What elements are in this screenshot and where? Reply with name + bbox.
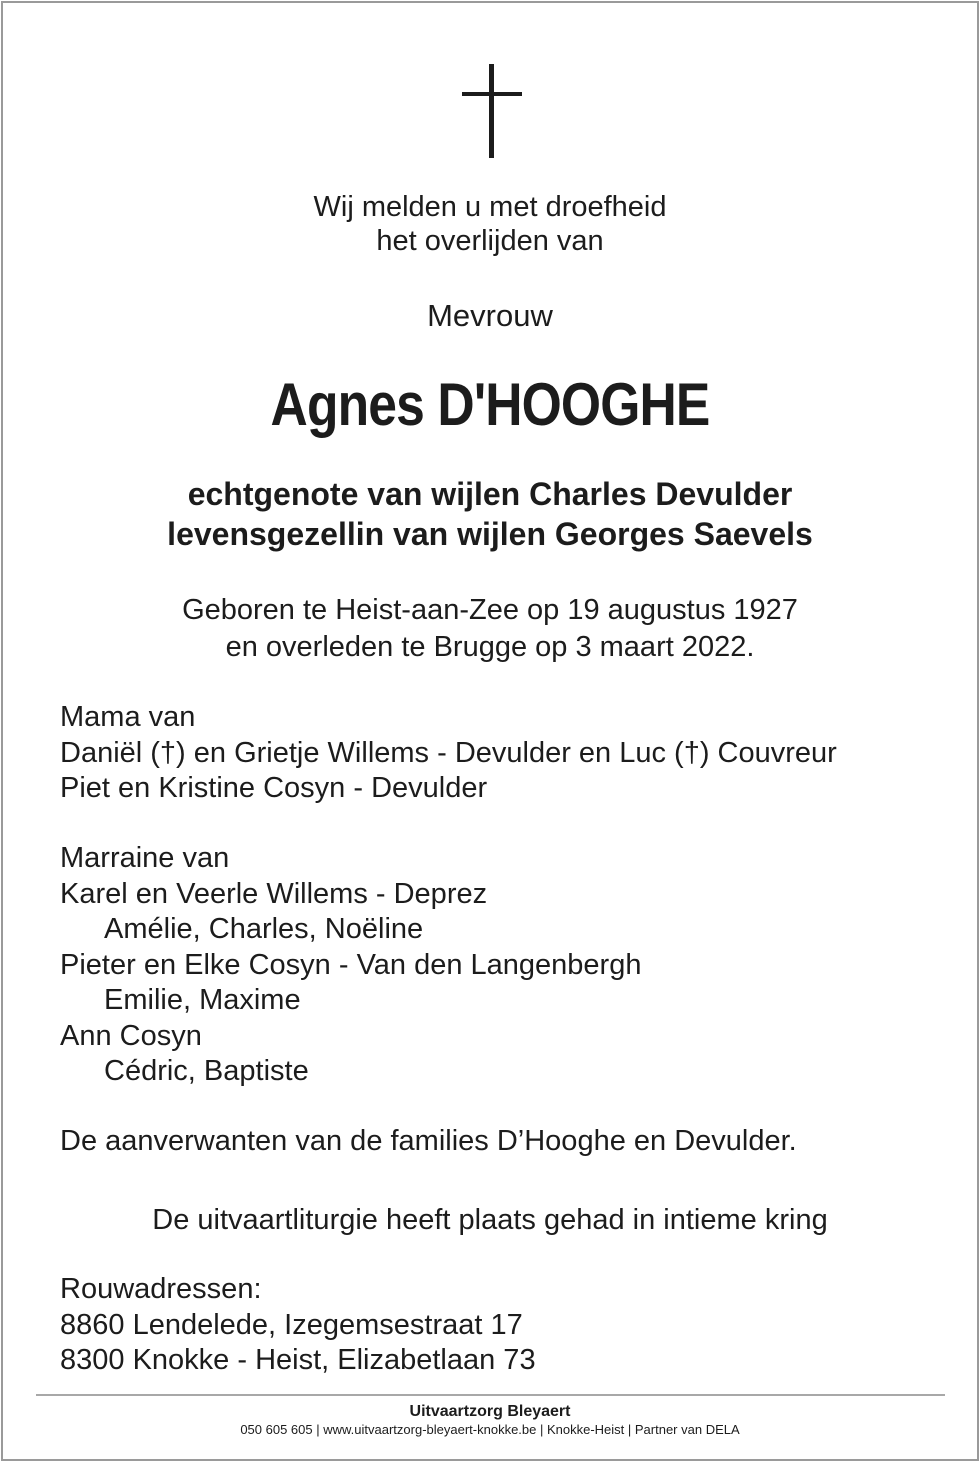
children-line: Daniël (†) en Grietje Willems - Devulder en Luc (†) Couvreur — [60, 736, 837, 769]
godchildren-section — [60, 841, 641, 1090]
birth-death-dates — [0, 592, 980, 666]
funeral-home-contact: 050 605 605 | www.uitvaartzorg-bleyaert-knokke.be | Knokke-Heist | Partner van DELA — [240, 1422, 740, 1437]
intro-line: Wij melden u met droefheid — [313, 191, 667, 223]
addresses-heading: Rouwadressen: — [60, 1273, 262, 1305]
grandchild-line: Amélie, Charles, Noëline — [104, 913, 424, 945]
address-line: 8860 Lendelede, Izegemsestraat 17 — [60, 1308, 523, 1341]
spouse-line: echtgenote van wijlen Charles Devulder — [187, 476, 793, 512]
grandchild-line: Cédric, Baptiste — [104, 1055, 309, 1087]
children-section — [60, 700, 837, 807]
footer-divider — [36, 1394, 945, 1396]
intro-line: het overlijden van — [376, 225, 604, 257]
grandchild-line: Emilie, Maxime — [104, 984, 301, 1016]
death-line: en overleden te Brugge op 3 maart 2022. — [225, 631, 755, 663]
godchild-line: Ann Cosyn — [60, 1019, 202, 1052]
intro-text — [0, 190, 980, 258]
godchild-line: Pieter en Elke Cosyn - Van den Langenbergh — [60, 948, 642, 981]
funeral-home-name: Uitvaartzorg Bleyaert — [409, 1403, 571, 1420]
ceremony-line: De uitvaartliturgie heeft plaats gehad in intieme kring — [152, 1204, 828, 1236]
children-line: Piet en Kristine Cosyn - Devulder — [60, 772, 488, 804]
cross-icon — [462, 64, 522, 158]
addresses-section — [60, 1272, 536, 1379]
relatives-line: De aanverwanten van de families D’Hooghe en Devulder. — [60, 1125, 797, 1157]
birth-line: Geboren te Heist-aan-Zee op 19 augustus 1927 — [182, 594, 798, 626]
honorific: Mevrouw — [427, 298, 553, 333]
deceased-name: Agnes D'HOOGHE — [270, 371, 710, 438]
address-line: 8300 Knokke - Heist, Elizabetlaan 73 — [60, 1344, 536, 1376]
godchildren-heading: Marraine van — [60, 842, 230, 874]
spouse-info — [0, 474, 980, 554]
children-heading: Mama van — [60, 701, 196, 733]
godchild-line: Karel en Veerle Willems - Deprez — [60, 877, 488, 910]
spouse-line: levensgezellin van wijlen Georges Saevels — [167, 516, 813, 552]
